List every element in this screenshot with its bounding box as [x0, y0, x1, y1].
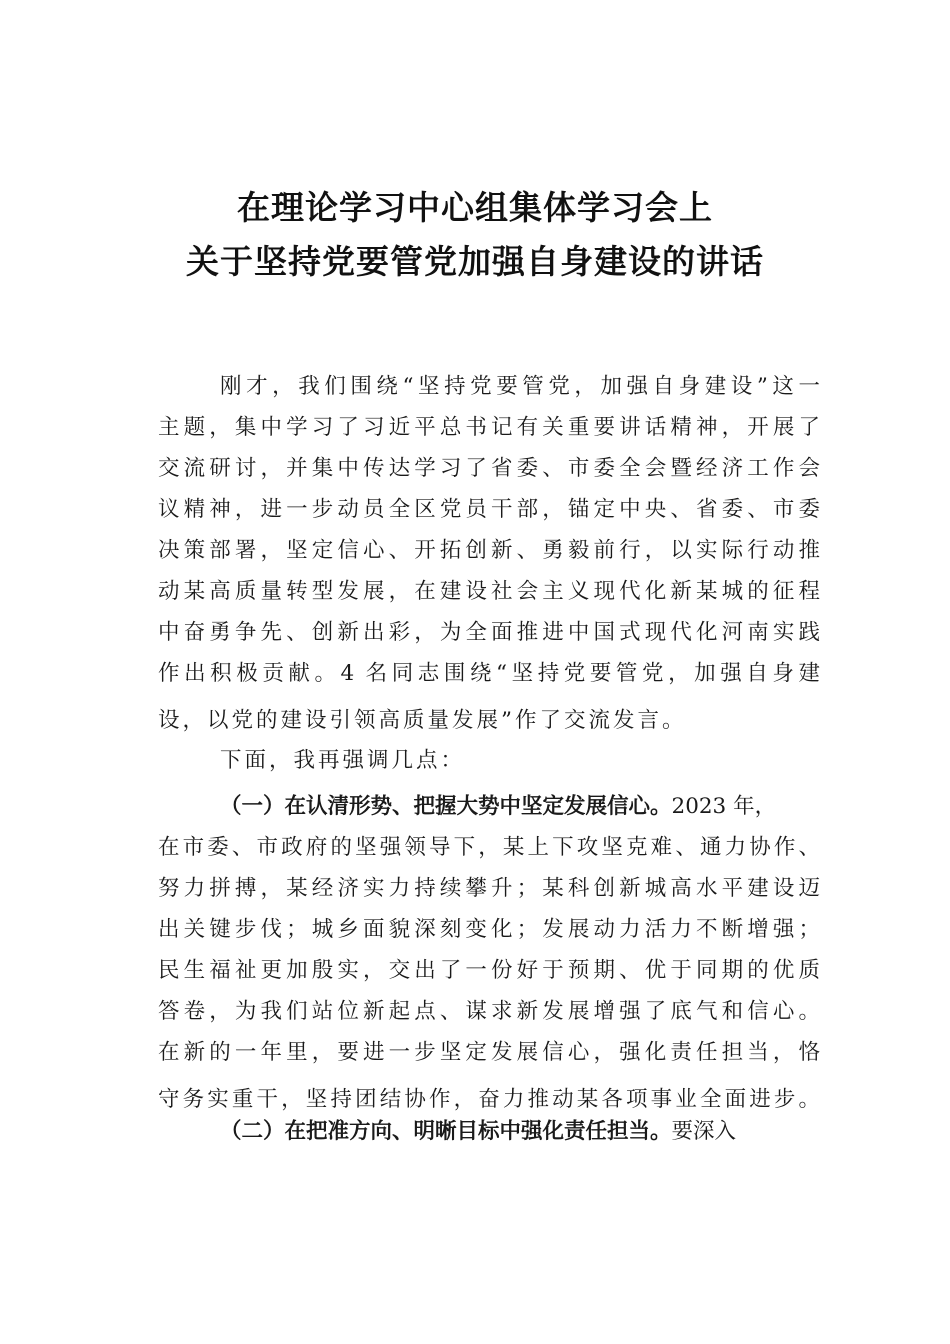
paragraph-line: 决策部署，坚定信心、开拓创新、勇毅前行，以实际行动推	[158, 538, 820, 563]
paragraph-line: 出关键步伐；城乡面貌深刻变化；发展动力活力不断增强；	[158, 917, 820, 942]
point-1-first-line-rest: 2023 年，	[671, 794, 777, 819]
paragraph-line: 努力拼搏，某经济实力持续攀升；某科创新城高水平建设迈	[158, 876, 820, 901]
paragraph-line: 交流研讨，并集中传达学习了省委、市委全会暨经济工作会	[158, 456, 820, 481]
point-1-first-line	[158, 786, 820, 827]
paragraph-line: 下面，我再强调几点：	[220, 748, 466, 773]
paragraph-line: 答卷，为我们站位新起点、谋求新发展增强了底气和信心。	[158, 999, 820, 1024]
paragraph-line: 中奋勇争先、创新出彩，为全面推进中国式现代化河南实践	[158, 620, 820, 645]
paragraph-line: 刚才，我们围绕“坚持党要管党，加强自身建设”这一	[220, 374, 820, 399]
point-1-heading: （一）在认清形势、把握大势中坚定发展信心。	[220, 794, 672, 819]
point-1-paragraph	[158, 786, 820, 1120]
paragraph-line: 主题，集中学习了习近平总书记有关重要讲话精神，开展了	[158, 415, 820, 440]
intro-paragraph	[158, 366, 820, 741]
paragraph-line: 在市委、市政府的坚强领导下，某上下攻坚克难、通力协作、	[158, 835, 820, 860]
paragraph-line: 作出积极贡献。4 名同志围绕“坚持党要管党，加强自身建	[158, 661, 820, 686]
document-title-line-2: 关于坚持党要管党加强自身建设的讲话	[186, 242, 764, 281]
paragraph-line: 民生福祉更加殷实，交出了一份好于预期、优于同期的优质	[158, 958, 820, 983]
document-title-line-1: 在理论学习中心组集体学习会上	[237, 188, 713, 227]
paragraph-line: 动某高质量转型发展，在建设社会主义现代化新某城的征程	[158, 579, 820, 604]
point-2-heading: （二）在把准方向、明晰目标中强化责任担当。	[220, 1119, 672, 1144]
paragraph-line: 守务实重干，坚持团结协作，奋力推动某各项事业全面进步。	[158, 1087, 820, 1112]
transition-paragraph	[158, 740, 820, 781]
paragraph-line: 设，以党的建设引领高质量发展”作了交流发言。	[158, 708, 687, 733]
point-2-paragraph	[158, 1111, 820, 1152]
point-2-first-line-rest: 要深入	[671, 1119, 737, 1144]
point-2-first-line	[158, 1111, 820, 1152]
paragraph-line: 议精神，进一步动员全区党员干部，锚定中央、省委、市委	[158, 497, 820, 522]
paragraph-line: 在新的一年里，要进一步坚定发展信心，强化责任担当，恪	[158, 1040, 820, 1065]
